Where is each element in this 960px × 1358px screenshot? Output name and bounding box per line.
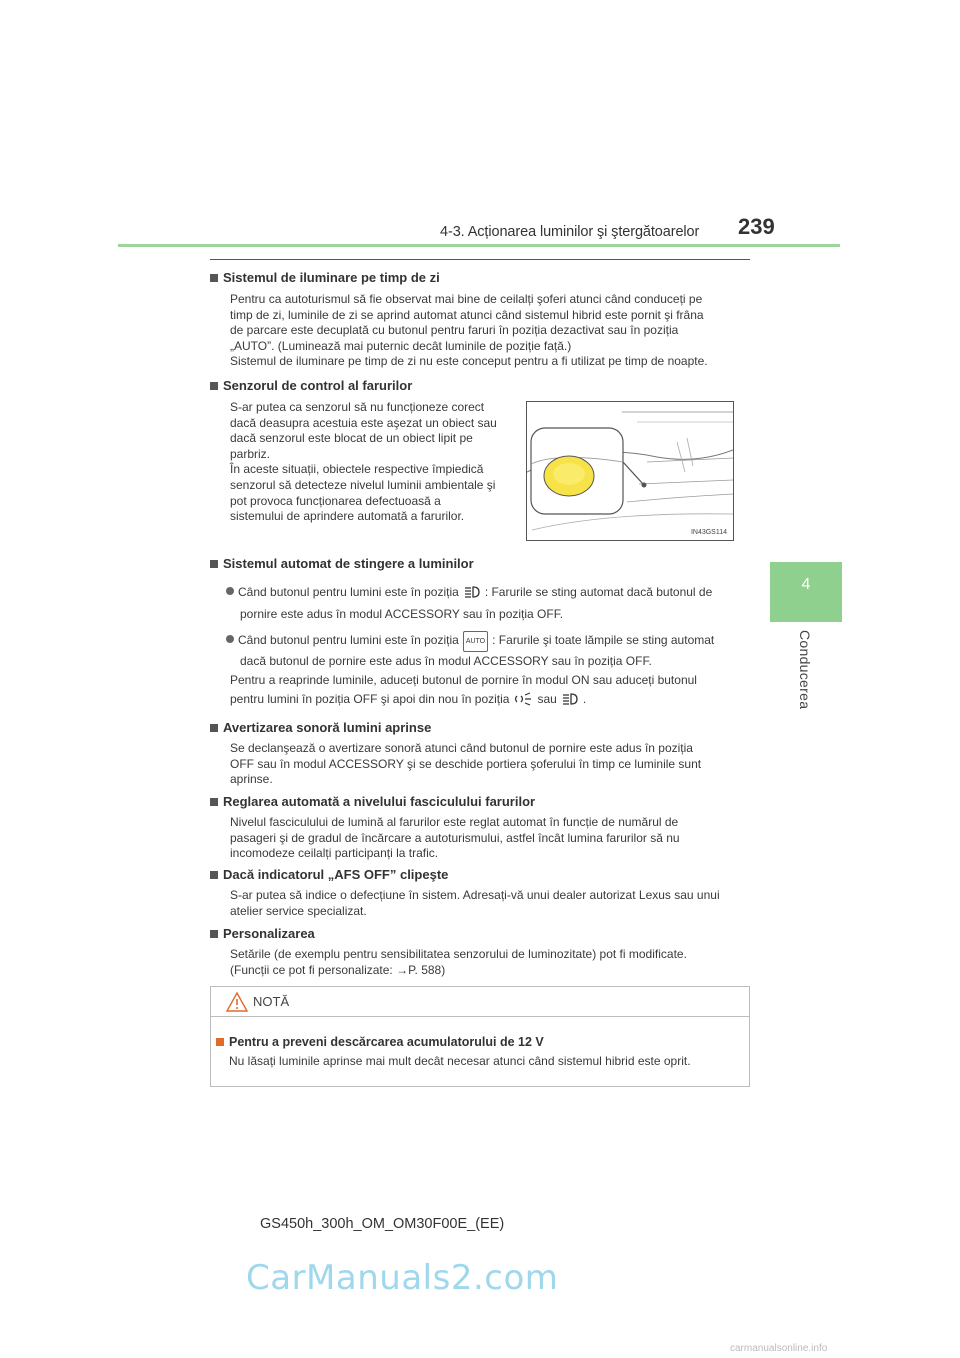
heading-daytime: Sistemul de iluminare pe timp de zi — [210, 270, 440, 285]
square-bullet-icon — [210, 871, 218, 879]
paragraph-sensor: S-ar putea ca senzorul să nu funcționeze corect dacă deasupra acestuia este aşezat un obiect sau dacă senzorul este blocat de un obiect lipit pe parbriz. În aceste situații, obiectele respective împiedică senzorul să detecteze nivelul luminii ambientale şi pot provoca funcționarea defectuoasă a sistemului de aprindere automată a farurilor. — [230, 400, 497, 524]
paragraph-custom: Setările (de exemplu pentru sensibilitatea senzorului de luminozitate) pot fi modificate. (Funcții ce pot fi personalizate: →P. 588) — [230, 947, 687, 977]
round-bullet-icon — [226, 635, 234, 643]
paragraph-leveling: Nivelul fasciculului de lumină al farurilor este reglat automat în funcție de numărul de pasageri şi de gradul de încărcare a autoturismului, astfel încât lumina farurilor să nu incomodeze ceilalți participanți la trafic. — [230, 815, 680, 861]
square-bullet-icon — [210, 930, 218, 938]
paragraph-daytime: Pentru ca autoturismul să fie observat mai bine de ceilalți şoferi atunci când conduceți pe timp de zi, luminile de zi se aprind automat atunci când sistemul hibrid este pornit şi frâna de parcare este decuplată cu butonul pentru faruri în poziția dezactivat sau în poziția „AUTO”. (Luminează mai puternic decât luminile de poziție față.) Sistemul de iluminare pe timp de zi nu este conceput pentru a fi utilizat pe timp de noapte. — [230, 292, 708, 369]
paragraph-afs: S-ar putea să indice o defecțiune în sistem. Adresați-vă unui dealer autorizat Lexus sau unui atelier service specializat. — [230, 888, 720, 918]
headlight-icon — [463, 585, 481, 605]
heading-auto-off: Sistemul automat de stingere a luminilor — [210, 556, 474, 571]
document-code: GS450h_300h_OM_OM30F00E_(EE) — [260, 1216, 505, 1232]
chapter-label: Conducerea — [797, 630, 813, 710]
content-top-rule — [210, 259, 750, 260]
square-bullet-icon — [216, 1038, 224, 1046]
notice-text: Nu lăsați luminile aprinse mai mult decât necesar atunci când sistemul hibrid este oprit. — [229, 1054, 691, 1068]
heading-custom: Personalizarea — [210, 926, 315, 941]
notice-title: NOTĂ — [253, 994, 290, 1009]
sensor-illustration — [526, 401, 734, 541]
auto-switch-icon: AUTO — [463, 631, 488, 652]
notice-heading: Pentru a preveni descărcarea acumulatorului de 12 V — [216, 1035, 544, 1049]
parking-light-icon — [513, 692, 533, 712]
page-number: 239 — [738, 214, 775, 239]
warning-triangle-icon — [226, 992, 248, 1012]
heading-sensor: Senzorul de control al farurilor — [210, 378, 412, 393]
paragraph-warning: Se declanşează o avertizare sonoră atunci când butonul de pornire este adus în poziția OFF sau în modul ACCESSORY şi se deschide portiera şoferului în timp ce luminile sunt aprinse. — [230, 741, 702, 787]
square-bullet-icon — [210, 382, 218, 390]
headlight-icon — [561, 692, 579, 712]
square-bullet-icon — [210, 798, 218, 806]
header-divider — [118, 244, 840, 247]
watermark: CarManuals2.com — [246, 1258, 559, 1298]
bullet-auto-position: Când butonul pentru lumini este în poziția AUTO : Farurile şi toate lămpile se sting automat dacă butonul de pornire este adus în modul ACCESSORY sau în poziția OFF. — [226, 631, 750, 671]
heading-leveling: Reglarea automată a nivelului fasciculului farurilor — [210, 794, 535, 809]
notice-divider — [210, 1016, 750, 1017]
section-title: 4-3. Acționarea luminilor şi ştergătoarelor — [440, 224, 700, 240]
bullet-headlight-position: Când butonul pentru lumini este în poziția : Farurile se sting automat dacă butonul de pornire este adus în modul ACCESSORY sau în poziția OFF. — [226, 583, 750, 624]
square-bullet-icon — [210, 560, 218, 568]
chapter-number: 4 — [801, 576, 811, 593]
square-bullet-icon — [210, 274, 218, 282]
heading-afs: Dacă indicatorul „AFS OFF” clipeşte — [210, 867, 448, 882]
figure-code: IN43GS114 — [690, 529, 727, 536]
paragraph-relight: Pentru a reaprinde luminile, aduceți butonul de pornire în modul ON sau aduceți butonul pentru lumini în poziția OFF şi apoi din nou în poziția sau . — [230, 671, 750, 712]
dashboard-sensor-icon — [527, 402, 733, 540]
round-bullet-icon — [226, 587, 234, 595]
watermark-corner: carmanualsonline.info — [730, 1343, 828, 1354]
heading-warning: Avertizarea sonoră lumini aprinse — [210, 720, 431, 735]
square-bullet-icon — [210, 724, 218, 732]
